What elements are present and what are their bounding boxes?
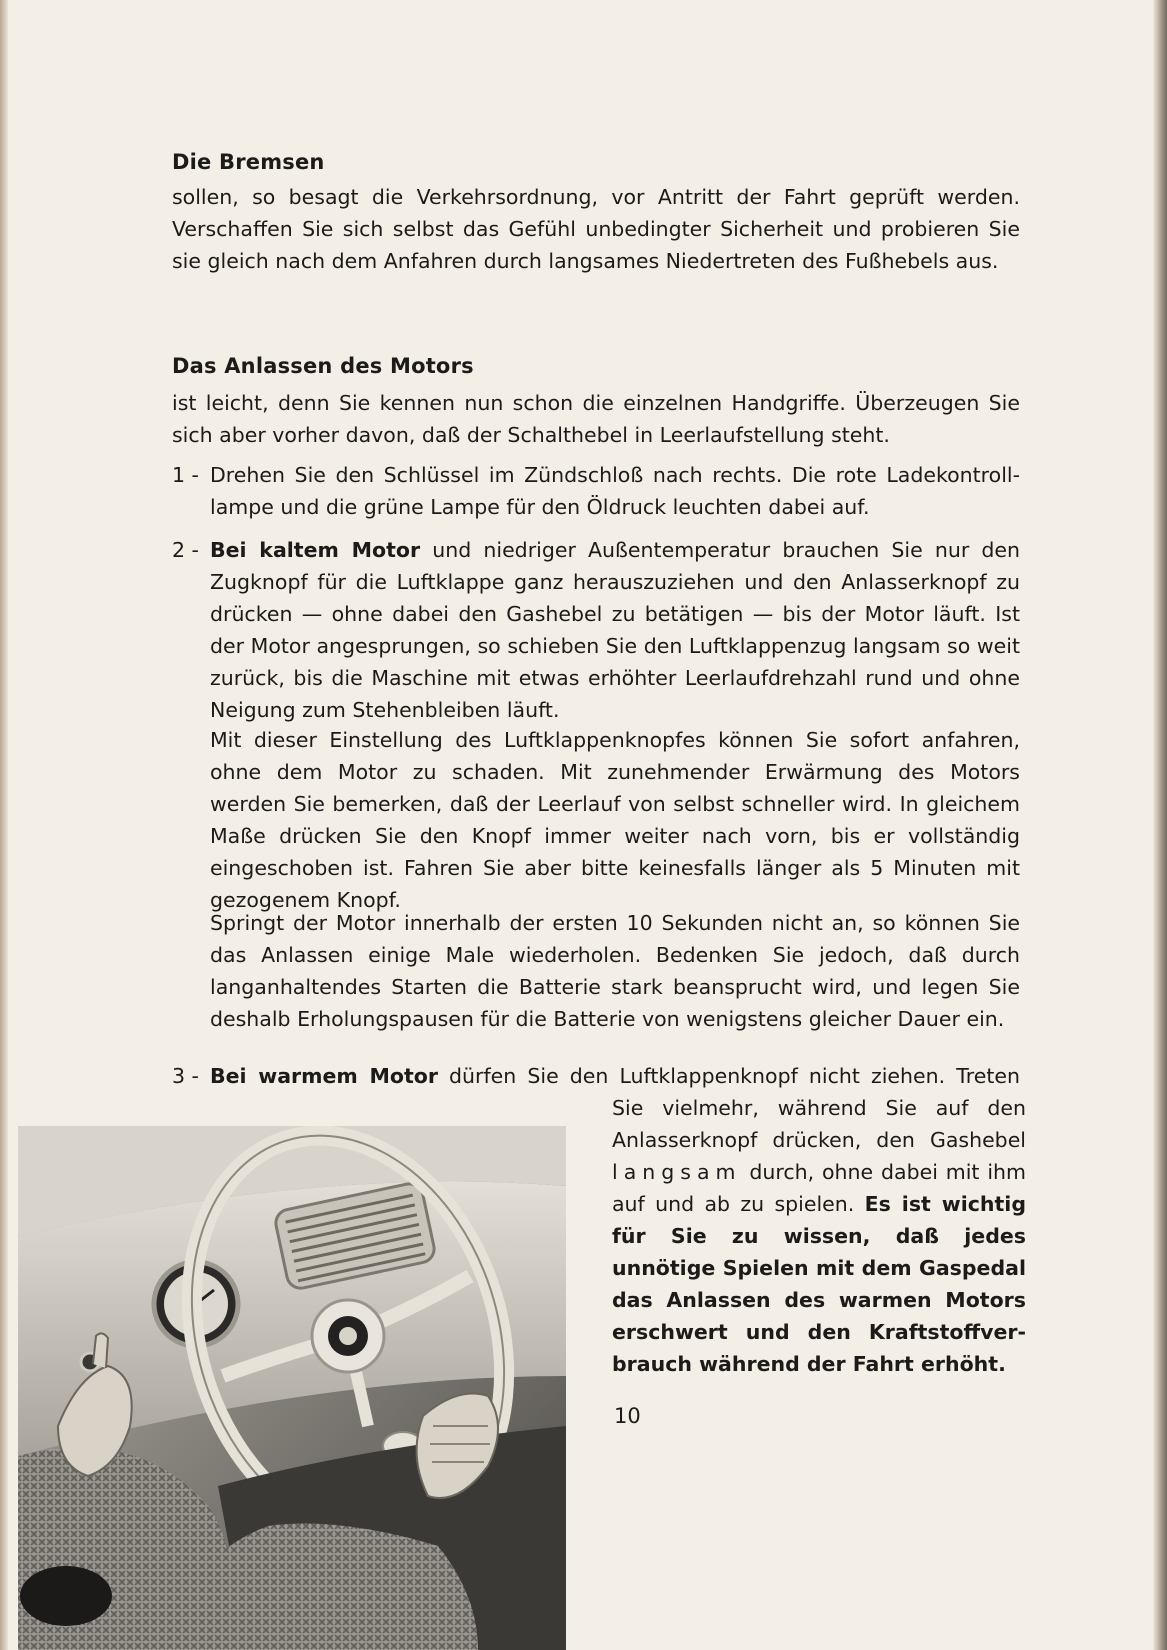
shoe (20, 1566, 112, 1626)
step-3-number: 3 - (172, 1064, 199, 1088)
step-2-paragraph-2: Mit dieser Einstellung des Luftklappenknopfes können Sie sofort anfahren, ohne dem Motor zu schaden. Mit zunehmender Erwärmung des Motors werden Sie bemerken, daß der Leerlauf von selbst schneller wird. In gleichem Maße drücken Sie den Knopf immer weiter nach vorn, bis er vollständig eingeschoben ist. Fahren Sie aber bitte keinesfalls länger als 5 Minuten mit gezogenem Knopf. (210, 728, 1020, 912)
step-2-bold: Bei kaltem Motor (210, 538, 421, 562)
step-3-continuation (612, 1092, 1026, 1380)
step-3-pre: Sie vielmehr, während Sie auf den Anlasserknopf drücken, den Gashebel (612, 1096, 1026, 1152)
step-3-bold-tail: Es ist wichtig für Sie zu wissen, daß jedes unnötige Spielen mit dem Gaspedal das Anlassen des warmen Motors erschwert und den Kraftstoffverbrauch während der Fahrt erhöht. (612, 1192, 1026, 1376)
step-3-spaced: langsam (612, 1160, 742, 1184)
step-2-text (210, 534, 1020, 726)
heading-die-bremsen: Die Bremsen (172, 150, 325, 174)
steering-wheel-photo (18, 1126, 566, 1650)
step-2-number: 2 - (172, 538, 199, 562)
step-3-post: durch, ohne dabei mit ihm auf und ab zu spielen. (612, 1160, 1026, 1216)
paragraph-bremsen: sollen, so besagt die Verkehrsordnung, vor Antritt der Fahrt geprüft werden. Verschaffen Sie sich selbst das Gefühl unbedingter Sicherheit und probieren Sie sie gleich nach dem Anfahren durch langsames Niedertreten des Fußhebels aus. (172, 185, 1020, 273)
heading-anlassen: Das Anlassen des Motors (172, 354, 474, 378)
steering-wheel-illustration (18, 1126, 566, 1650)
step-2-paragraph-3: Springt der Motor innerhalb der ersten 10 Sekunden nicht an, so können Sie das Anlassen einige Male wiederholen. Bedenken Sie jedoch, daß durch langanhaltendes Starten die Batterie stark beansprucht wird, und legen Sie deshalb Erholungspausen für die Batterie von wenigstens gleicher Dauer ein. (210, 911, 1020, 1031)
page-edge-left (0, 0, 8, 1650)
page-edge-right (1153, 0, 1167, 1650)
step-3-first-line (210, 1060, 1020, 1092)
step-3-bold: Bei warmem Motor (210, 1064, 438, 1088)
step-1-number: 1 - (172, 463, 199, 487)
page-number: 10 (614, 1404, 641, 1428)
step-1-text: Drehen Sie den Schlüssel im Zündschloß nach rechts. Die rote Ladekontrolllampe und die grüne Lampe für den Öldruck leuchten dabei auf. (210, 463, 1020, 519)
step-2-body: und niedriger Außentemperatur brauchen Sie nur den Zugknopf für die Luftklappe ganz herauszuziehen und den Anlasserknopf zu drücken — ohne dabei den Gashebel zu betätigen — bis der Motor läuft. Ist der Motor angesprungen, so schieben Sie den Luftklappenzug langsam so weit zurück, bis die Maschine mit etwas erhöhter Leerlaufdrehzahl rund und ohne Neigung zum Stehenbleiben läuft. (210, 538, 1020, 722)
step-3-line1: dürfen Sie den Luftklappenknopf nicht ziehen. Treten (437, 1064, 1020, 1088)
paragraph-anlassen-intro: ist leicht, denn Sie kennen nun schon die einzelnen Handgriffe. Überzeugen Sie sich aber vorher davon, daß der Schalthebel in Leerlaufstellung steht. (172, 391, 1020, 447)
